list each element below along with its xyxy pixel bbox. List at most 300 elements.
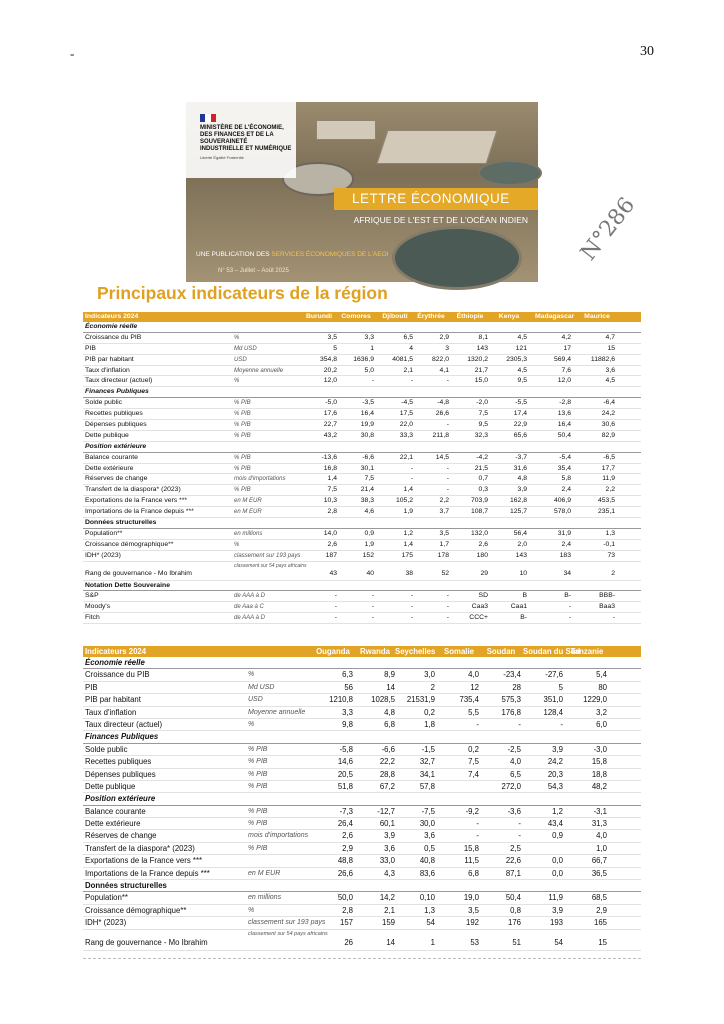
value-cell: -5,0 bbox=[325, 399, 337, 407]
value-cell: 1320,2 bbox=[467, 355, 488, 363]
value-cell: - bbox=[371, 614, 374, 622]
value-cell: 20,3 bbox=[547, 769, 563, 779]
value-cell: 22,9 bbox=[513, 421, 527, 429]
country-header: Maurice bbox=[584, 313, 610, 320]
value-cell: 9,5 bbox=[517, 377, 527, 385]
row-unit: mois d'importations bbox=[234, 476, 286, 483]
table-row bbox=[83, 682, 641, 694]
value-cell: 20,2 bbox=[323, 366, 337, 374]
ministry-name: MINISTÈRE DE L'ÉCONOMIE, DES FINANCES ET DE LA SOUVERAINETÉ INDUSTRIELLE ET NUMÉRIQUE bbox=[200, 125, 292, 152]
cover-building-1 bbox=[376, 130, 497, 164]
value-cell: 26,6 bbox=[435, 410, 449, 418]
value-cell: 30,6 bbox=[601, 421, 615, 429]
value-cell: 3,9 bbox=[517, 486, 527, 494]
row-unit: de AAA à D bbox=[234, 593, 265, 600]
row-unit: classement sur 54 pays africains bbox=[248, 930, 328, 937]
value-cell: B- bbox=[564, 592, 571, 600]
value-cell: 21,7 bbox=[474, 366, 488, 374]
row-unit: % bbox=[234, 541, 240, 548]
country-header: Kenya bbox=[498, 313, 520, 320]
value-cell: 1,3 bbox=[424, 905, 435, 915]
cut-off-row bbox=[83, 958, 641, 964]
row-unit: Md USD bbox=[248, 683, 275, 691]
value-cell: 67,2 bbox=[379, 781, 395, 791]
value-cell: - bbox=[334, 592, 337, 600]
value-cell: 105,2 bbox=[395, 497, 413, 505]
value-cell: 1,7 bbox=[439, 540, 449, 548]
value-cell: 12 bbox=[470, 682, 479, 692]
value-cell: -6,6 bbox=[381, 744, 395, 754]
value-cell: 2 bbox=[430, 682, 435, 692]
row-unit: % bbox=[248, 671, 255, 679]
value-cell: - bbox=[371, 603, 374, 611]
table-row bbox=[83, 551, 641, 562]
value-cell: 575,3 bbox=[501, 695, 521, 705]
value-cell: SD bbox=[478, 592, 488, 600]
value-cell: 31,6 bbox=[513, 464, 527, 472]
section-row bbox=[83, 322, 641, 333]
value-cell: 406,9 bbox=[553, 497, 571, 505]
value-cell: Caa1 bbox=[510, 603, 527, 611]
value-cell: 4,8 bbox=[517, 475, 527, 483]
row-unit: de Aaa à C bbox=[234, 604, 264, 611]
value-cell: 2,1 bbox=[384, 905, 395, 915]
value-cell: 15,8 bbox=[591, 757, 607, 767]
cover-image bbox=[186, 102, 538, 282]
value-cell: 180 bbox=[476, 551, 488, 559]
value-cell: 193 bbox=[549, 918, 563, 928]
value-cell: 5,0 bbox=[364, 366, 374, 374]
value-cell: 14,6 bbox=[337, 757, 353, 767]
value-cell: 66,7 bbox=[591, 856, 607, 866]
row-label: Taux d'inflation bbox=[85, 707, 137, 717]
table-row bbox=[83, 719, 641, 731]
country-header: Madagascar bbox=[535, 313, 575, 320]
country-header: Rwanda bbox=[360, 647, 390, 656]
value-cell: 34 bbox=[563, 569, 571, 577]
value-cell: 14 bbox=[386, 682, 395, 692]
value-cell: - bbox=[446, 464, 449, 472]
value-cell: 54 bbox=[426, 918, 435, 928]
value-cell: 35,4 bbox=[557, 464, 571, 472]
value-cell: -4,8 bbox=[437, 399, 449, 407]
value-cell: 175 bbox=[401, 551, 413, 559]
country-header: Tanzanie bbox=[570, 647, 604, 656]
value-cell: 0,7 bbox=[478, 475, 488, 483]
value-cell: 162,8 bbox=[509, 497, 527, 505]
row-unit: % PIB bbox=[248, 807, 268, 815]
table-row bbox=[83, 694, 641, 706]
value-cell: 4,5 bbox=[517, 333, 527, 341]
row-unit: en millions bbox=[234, 530, 263, 537]
value-cell: 3,9 bbox=[384, 831, 395, 841]
section-heading: Principaux indicateurs de la région bbox=[97, 283, 388, 303]
value-cell: -3,0 bbox=[593, 744, 607, 754]
value-cell: 1636,9 bbox=[353, 355, 374, 363]
value-cell: - bbox=[612, 614, 615, 622]
value-cell: -4,5 bbox=[401, 399, 413, 407]
value-cell: - bbox=[518, 719, 521, 729]
value-cell: 6,0 bbox=[596, 719, 607, 729]
table-row bbox=[83, 917, 641, 929]
value-cell: 3,9 bbox=[552, 744, 563, 754]
value-cell: -12,7 bbox=[377, 806, 395, 816]
row-label: PIB bbox=[85, 344, 96, 352]
value-cell: 0,9 bbox=[364, 529, 374, 537]
value-cell: 4,5 bbox=[605, 377, 615, 385]
section-row bbox=[83, 731, 641, 743]
table-row bbox=[83, 529, 641, 540]
row-label: Notation Dette Souveraine bbox=[85, 581, 170, 589]
value-cell: 354,8 bbox=[319, 355, 337, 363]
table-header-row bbox=[83, 312, 641, 322]
value-cell: -13,6 bbox=[321, 453, 337, 461]
value-cell: 569,4 bbox=[553, 355, 571, 363]
value-cell: 4,0 bbox=[468, 670, 479, 680]
value-cell: 38 bbox=[405, 569, 413, 577]
value-cell: 53 bbox=[470, 937, 479, 947]
row-unit: % bbox=[234, 334, 240, 341]
row-unit: USD bbox=[234, 356, 247, 363]
indicators-table-2 bbox=[83, 646, 641, 951]
value-cell: 22,6 bbox=[505, 856, 521, 866]
value-cell: 40,8 bbox=[419, 856, 435, 866]
value-cell: 15 bbox=[598, 937, 607, 947]
value-cell: - bbox=[518, 831, 521, 841]
value-cell: 14,5 bbox=[435, 453, 449, 461]
value-cell: 4,6 bbox=[364, 508, 374, 516]
cover-publisher bbox=[196, 251, 536, 258]
row-unit: classement sur 193 pays bbox=[248, 919, 326, 927]
value-cell: 2,2 bbox=[605, 486, 615, 494]
value-cell: 7,5 bbox=[468, 757, 479, 767]
cover-title: LETTRE ÉCONOMIQUE bbox=[334, 188, 538, 210]
value-cell: 3 bbox=[445, 344, 449, 352]
value-cell: 2,9 bbox=[342, 843, 353, 853]
row-label: Recettes publiques bbox=[85, 410, 143, 418]
country-header: Seychelles bbox=[395, 647, 436, 656]
country-header: Somalie bbox=[444, 647, 474, 656]
table-header-label: Indicateurs 2024 bbox=[85, 313, 139, 320]
value-cell: 4,2 bbox=[561, 333, 571, 341]
value-cell: 7,5 bbox=[327, 486, 337, 494]
value-cell: 211,8 bbox=[432, 431, 449, 439]
row-label: Population** bbox=[85, 893, 128, 903]
value-cell: -7,3 bbox=[339, 806, 353, 816]
value-cell: 1,4 bbox=[403, 540, 413, 548]
value-cell: 17,5 bbox=[399, 410, 413, 418]
value-cell: 1,9 bbox=[364, 540, 374, 548]
value-cell: 4,7 bbox=[605, 333, 615, 341]
value-cell: - bbox=[446, 614, 449, 622]
value-cell: 6,3 bbox=[342, 670, 353, 680]
value-cell: 48,8 bbox=[337, 856, 353, 866]
row-label: S&P bbox=[85, 592, 99, 600]
value-cell: - bbox=[446, 377, 449, 385]
table-row bbox=[83, 453, 641, 464]
value-cell: 1,8 bbox=[424, 719, 435, 729]
value-cell: 17,7 bbox=[601, 464, 615, 472]
section-row bbox=[83, 518, 641, 529]
value-cell: 176 bbox=[507, 918, 521, 928]
row-label: Taux directeur (actuel) bbox=[85, 719, 163, 729]
row-unit: Moyenne annuelle bbox=[248, 708, 306, 716]
cover-pool-2 bbox=[392, 226, 522, 290]
value-cell: 453,5 bbox=[597, 497, 615, 505]
value-cell: 2,2 bbox=[439, 497, 449, 505]
value-cell: 3,0 bbox=[424, 670, 435, 680]
value-cell: 0,10 bbox=[419, 893, 435, 903]
table-row bbox=[83, 591, 641, 602]
value-cell: -5,8 bbox=[339, 744, 353, 754]
value-cell: 2,4 bbox=[561, 486, 571, 494]
row-unit: % PIB bbox=[234, 400, 251, 407]
row-label: Taux directeur (actuel) bbox=[85, 377, 153, 385]
table-row bbox=[83, 613, 641, 624]
value-cell: 1229,0 bbox=[583, 695, 607, 705]
value-cell: 2,4 bbox=[561, 540, 571, 548]
value-cell: 1 bbox=[430, 937, 435, 947]
value-cell: 22,0 bbox=[399, 421, 413, 429]
table-row bbox=[83, 507, 641, 518]
section-row bbox=[83, 387, 641, 398]
country-header: Comores bbox=[341, 313, 371, 320]
value-cell: 13,6 bbox=[557, 410, 571, 418]
value-cell: - bbox=[446, 603, 449, 611]
value-cell: 54 bbox=[554, 937, 563, 947]
value-cell: 5 bbox=[333, 344, 337, 352]
row-label: Solde public bbox=[85, 399, 123, 407]
value-cell: -6,5 bbox=[603, 453, 615, 461]
row-label: Réserves de change bbox=[85, 475, 148, 483]
country-header: Djibouti bbox=[382, 313, 408, 320]
row-label: Position extérieure bbox=[85, 442, 147, 450]
value-cell: 7,5 bbox=[364, 475, 374, 483]
row-label: Finances Publiques bbox=[85, 388, 149, 396]
table-row bbox=[83, 562, 641, 581]
publisher-highlight: SERVICES ÉCONOMIQUES DE L'AEOI bbox=[271, 251, 389, 258]
indicators-table-1 bbox=[83, 312, 641, 624]
row-label: Importations de la France depuis *** bbox=[85, 508, 194, 516]
value-cell: 17,6 bbox=[323, 410, 337, 418]
value-cell: - bbox=[334, 603, 337, 611]
value-cell: 22,1 bbox=[399, 453, 413, 461]
table-row bbox=[83, 781, 641, 793]
row-label: Position extérieure bbox=[85, 794, 156, 804]
row-label: IDH* (2023) bbox=[85, 551, 121, 559]
value-cell: 43 bbox=[329, 569, 337, 577]
table-row bbox=[83, 333, 641, 344]
value-cell: 235,1 bbox=[597, 508, 615, 516]
value-cell: 351,0 bbox=[543, 695, 563, 705]
cover-pool-3 bbox=[478, 160, 542, 186]
value-cell: 28 bbox=[512, 682, 521, 692]
country-header: Soudan du Sud bbox=[523, 647, 581, 656]
value-cell: 4,0 bbox=[596, 831, 607, 841]
value-cell: -3,5 bbox=[362, 399, 374, 407]
value-cell: 7,6 bbox=[561, 366, 571, 374]
stamp-number: N°286 bbox=[576, 193, 641, 266]
value-cell: 165 bbox=[593, 918, 607, 928]
value-cell: 26,4 bbox=[337, 819, 353, 829]
value-cell: -0,1 bbox=[603, 540, 615, 548]
country-header: Érythrée bbox=[417, 313, 445, 320]
row-label: Données structurelles bbox=[85, 519, 157, 527]
value-cell: 1,4 bbox=[403, 486, 413, 494]
row-unit: % bbox=[234, 378, 240, 385]
row-unit: Moyenne annuelle bbox=[234, 367, 284, 374]
table-row bbox=[83, 474, 641, 485]
value-cell: 4,1 bbox=[439, 366, 449, 374]
row-label: PIB par habitant bbox=[85, 695, 141, 705]
value-cell: - bbox=[371, 592, 374, 600]
value-cell: 11,9 bbox=[602, 475, 615, 483]
value-cell: CCC+ bbox=[469, 614, 488, 622]
value-cell: 43,2 bbox=[323, 431, 337, 439]
value-cell: 0,2 bbox=[424, 707, 435, 717]
table-row bbox=[83, 409, 641, 420]
value-cell: B bbox=[522, 592, 527, 600]
value-cell: -3,6 bbox=[507, 806, 521, 816]
page-number: 30 bbox=[640, 44, 654, 59]
table-row bbox=[83, 806, 641, 818]
value-cell: 4,3 bbox=[384, 868, 395, 878]
value-cell: 3,7 bbox=[439, 508, 449, 516]
value-cell: 132,0 bbox=[470, 529, 488, 537]
value-cell: - bbox=[476, 831, 479, 841]
country-header: Burundi bbox=[305, 313, 333, 320]
row-label: Réserves de change bbox=[85, 831, 157, 841]
value-cell: 32,7 bbox=[419, 757, 435, 767]
value-cell: 14,0 bbox=[323, 529, 337, 537]
value-cell: -9,2 bbox=[465, 806, 479, 816]
value-cell: 65,6 bbox=[513, 431, 527, 439]
value-cell: 3,5 bbox=[468, 905, 479, 915]
table-row bbox=[83, 602, 641, 613]
row-label: Dépenses publiques bbox=[85, 769, 156, 779]
value-cell: 28,8 bbox=[379, 769, 395, 779]
table-row bbox=[83, 496, 641, 507]
value-cell: 11,5 bbox=[464, 856, 479, 866]
value-cell: 22,7 bbox=[323, 421, 337, 429]
value-cell: 52 bbox=[441, 569, 449, 577]
row-unit: % PIB bbox=[248, 820, 268, 828]
value-cell: 80 bbox=[598, 682, 607, 692]
value-cell: 16,4 bbox=[557, 421, 571, 429]
value-cell: 1,4 bbox=[327, 475, 337, 483]
value-cell: 272,0 bbox=[501, 781, 521, 791]
value-cell: 40 bbox=[366, 569, 374, 577]
value-cell: 17 bbox=[563, 344, 571, 352]
value-cell: - bbox=[334, 614, 337, 622]
value-cell: 0,3 bbox=[478, 486, 488, 494]
row-label: Rang de gouvernance - Mo Ibrahim bbox=[85, 569, 192, 577]
value-cell: - bbox=[518, 819, 521, 829]
value-cell: 2305,3 bbox=[506, 355, 527, 363]
value-cell: 5 bbox=[558, 682, 563, 692]
row-unit: en M EUR bbox=[234, 509, 262, 516]
table-row bbox=[83, 355, 641, 366]
value-cell: 152 bbox=[362, 551, 374, 559]
row-unit: % PIB bbox=[248, 770, 268, 778]
row-label: Économie réelle bbox=[85, 658, 145, 667]
value-cell: B- bbox=[520, 614, 527, 622]
value-cell: - bbox=[371, 377, 374, 385]
row-unit: % PIB bbox=[234, 411, 251, 418]
row-unit: % bbox=[248, 720, 255, 728]
value-cell: -6,6 bbox=[362, 453, 374, 461]
table-row bbox=[83, 756, 641, 768]
value-cell: 143 bbox=[515, 551, 527, 559]
value-cell: 2,5 bbox=[510, 843, 521, 853]
row-label: Dette extérieure bbox=[85, 464, 134, 472]
value-cell: -27,6 bbox=[545, 670, 563, 680]
value-cell: 33,0 bbox=[379, 856, 395, 866]
value-cell: 0,0 bbox=[552, 856, 563, 866]
value-cell: 30,1 bbox=[360, 464, 374, 472]
table-row bbox=[83, 744, 641, 756]
value-cell: 19,0 bbox=[463, 893, 479, 903]
row-label: IDH* (2023) bbox=[85, 918, 127, 928]
value-cell: - bbox=[446, 475, 449, 483]
value-cell: 8,9 bbox=[384, 670, 395, 680]
value-cell: 33,3 bbox=[399, 431, 413, 439]
section-row bbox=[83, 581, 641, 592]
value-cell: 73 bbox=[607, 551, 615, 559]
value-cell: 7,5 bbox=[478, 410, 488, 418]
value-cell: 1 bbox=[370, 344, 374, 352]
row-unit: % PIB bbox=[248, 782, 268, 790]
value-cell: - bbox=[410, 475, 413, 483]
table-row bbox=[83, 366, 641, 377]
table-row bbox=[83, 769, 641, 781]
value-cell: 2,8 bbox=[342, 905, 353, 915]
row-label: Croissance démographique** bbox=[85, 905, 187, 915]
country-header: Ouganda bbox=[316, 647, 350, 656]
value-cell: 2 bbox=[611, 569, 615, 577]
ministry-logo bbox=[186, 102, 296, 178]
value-cell: 3,6 bbox=[384, 843, 395, 853]
value-cell: 2,1 bbox=[403, 366, 413, 374]
value-cell: 6,5 bbox=[510, 769, 521, 779]
row-label: Exportations de la France vers *** bbox=[85, 856, 203, 866]
value-cell: 108,7 bbox=[470, 508, 488, 516]
value-cell: 7,4 bbox=[468, 769, 479, 779]
value-cell: 1,2 bbox=[403, 529, 413, 537]
value-cell: 18,8 bbox=[591, 769, 607, 779]
table-header-row bbox=[83, 646, 641, 657]
value-cell: 1,3 bbox=[605, 529, 615, 537]
value-cell: 2,8 bbox=[327, 508, 337, 516]
value-cell: 21,4 bbox=[360, 486, 374, 494]
row-unit: classement sur 193 pays bbox=[234, 552, 301, 559]
value-cell: 21,5 bbox=[474, 464, 488, 472]
value-cell: 30,0 bbox=[419, 819, 435, 829]
value-cell: 143 bbox=[476, 344, 488, 352]
header-dash: - bbox=[70, 46, 75, 61]
value-cell: 56 bbox=[344, 682, 353, 692]
value-cell: 12,0 bbox=[557, 377, 571, 385]
value-cell: -23,4 bbox=[503, 670, 521, 680]
table-row bbox=[83, 868, 641, 880]
value-cell: 1028,5 bbox=[371, 695, 395, 705]
value-cell: 4,0 bbox=[510, 757, 521, 767]
row-label: PIB bbox=[85, 682, 98, 692]
value-cell: 1,9 bbox=[403, 508, 413, 516]
value-cell: 10 bbox=[519, 569, 527, 577]
value-cell: 822,0 bbox=[431, 355, 449, 363]
value-cell: 30,8 bbox=[360, 431, 374, 439]
